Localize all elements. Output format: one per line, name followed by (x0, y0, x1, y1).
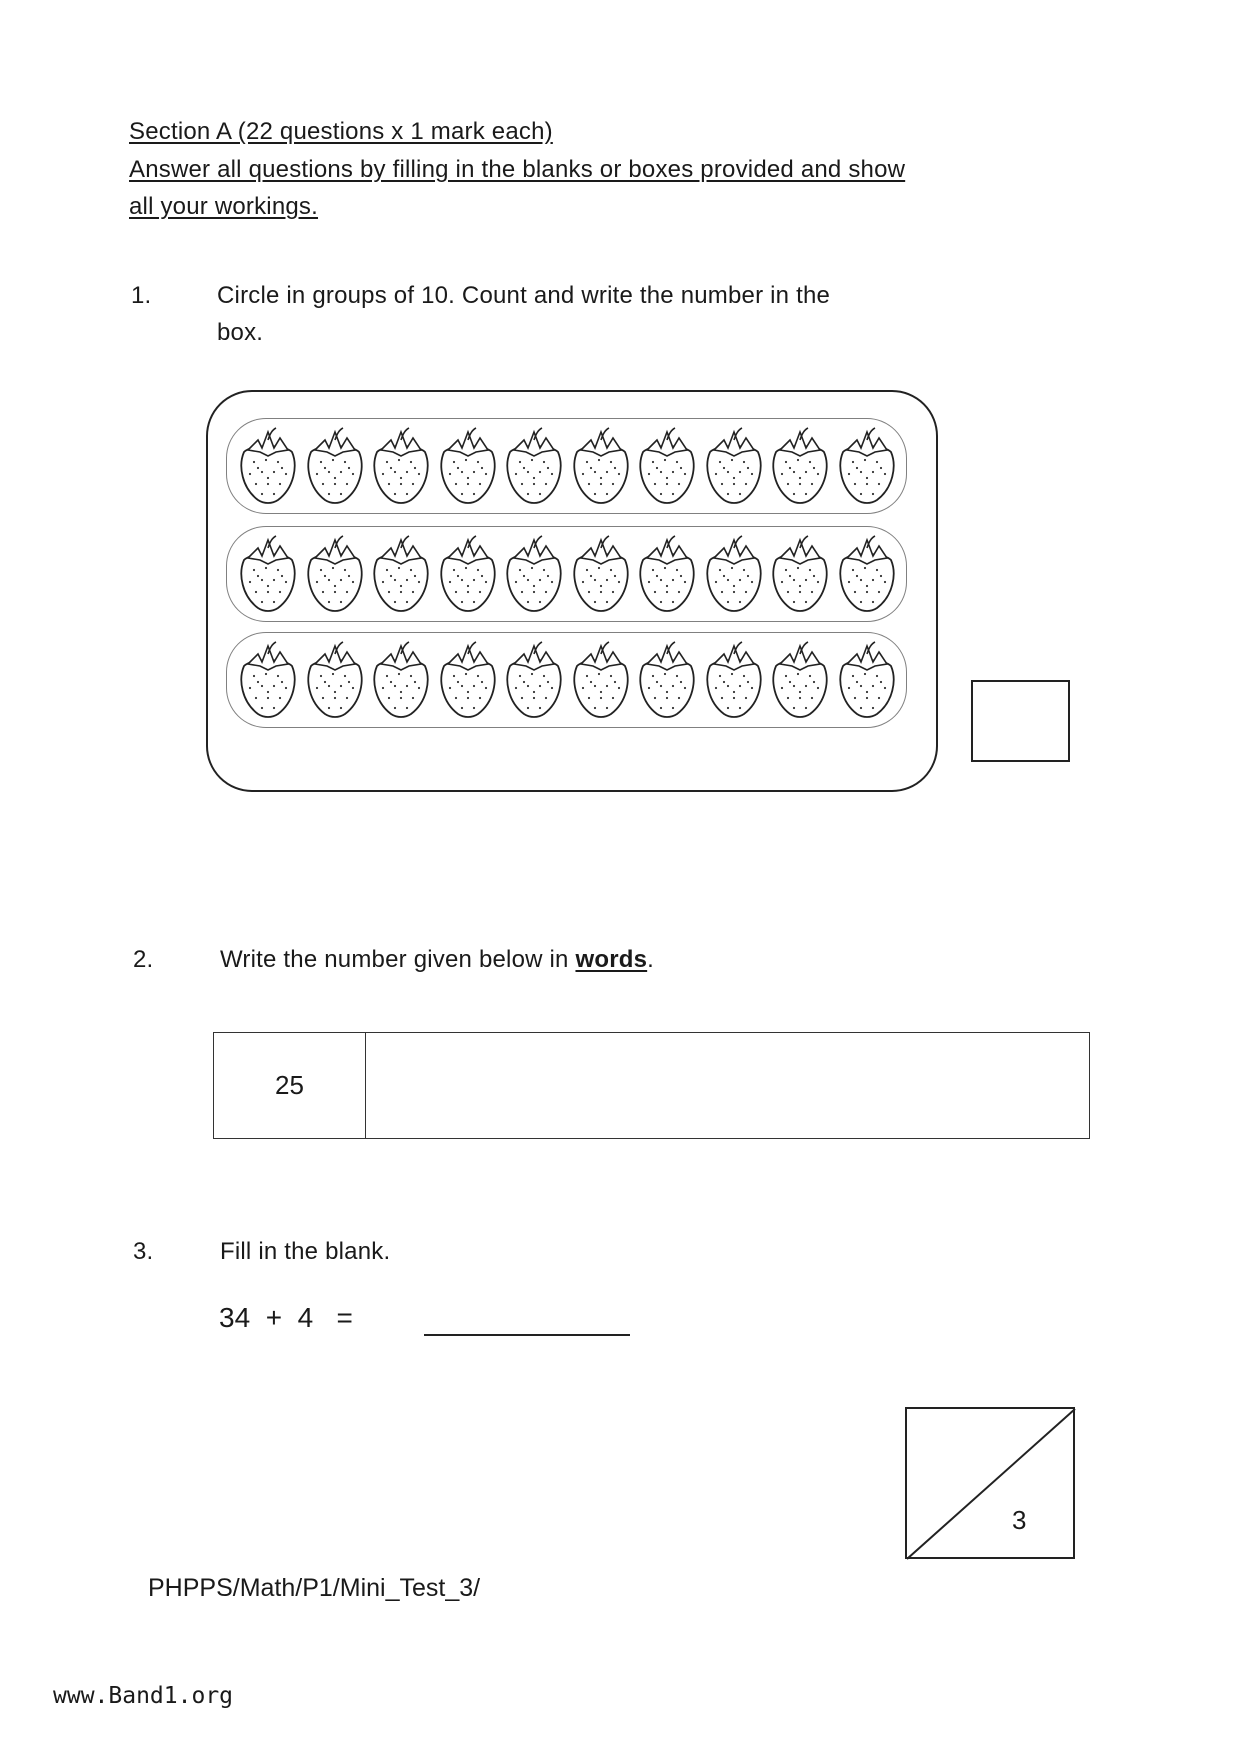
strawberry-icon (835, 534, 899, 614)
strawberry-icon (768, 426, 832, 506)
strawberry-icon (635, 640, 699, 720)
strawberry-icon (236, 426, 300, 506)
number-words-table (213, 1032, 1090, 1139)
strawberry-icon (635, 534, 699, 614)
strawberry-icon (835, 426, 899, 506)
strawberry-icon (768, 640, 832, 720)
strawberry-icon (436, 640, 500, 720)
question-3-equation: 34 + 4 = (219, 1302, 353, 1333)
footer-code: PHPPS/Math/P1/Mini_Test_3/ (148, 1574, 481, 1602)
given-number: 25 (275, 1070, 304, 1100)
given-number-cell (214, 1033, 366, 1138)
strawberry-icon (436, 426, 500, 506)
marks-box-diagonal (907, 1409, 1077, 1561)
question-3-number: 3. (133, 1238, 154, 1265)
strawberry-icon (569, 426, 633, 506)
strawberry-icon (502, 640, 566, 720)
strawberry-icon (502, 426, 566, 506)
strawberry-icon (369, 640, 433, 720)
strawberry-icon (569, 640, 633, 720)
question-3-text: Fill in the blank. (220, 1238, 391, 1265)
question-2-text-emphasis: words (575, 946, 648, 973)
question-3-answer-blank[interactable] (424, 1334, 630, 1336)
strawberry-icon (369, 534, 433, 614)
strawberry-icon (303, 534, 367, 614)
strawberry-icon (303, 426, 367, 506)
strawberry-icon (369, 426, 433, 506)
strawberry-icon (702, 534, 766, 614)
section-instruction-line1: Answer all questions by filling in the blanks or boxes provided and show (129, 156, 906, 183)
question-1-text-line1: Circle in groups of 10. Count and write the number in the (217, 282, 831, 309)
words-answer-cell[interactable] (366, 1033, 1089, 1138)
strawberry-icon (436, 534, 500, 614)
strawberry-icon (702, 426, 766, 506)
strawberry-icon (236, 640, 300, 720)
strawberry-icon (768, 534, 832, 614)
question-1-answer-box[interactable] (971, 680, 1070, 762)
marks-value: 3 (1012, 1505, 1027, 1535)
strawberry-icon (835, 640, 899, 720)
question-2-number: 2. (133, 946, 154, 973)
marks-box (905, 1407, 1075, 1559)
question-2-text (220, 946, 654, 974)
strawberry-icon (635, 426, 699, 506)
section-instruction-line2: all your workings. (129, 193, 319, 220)
strawberry-icon (236, 534, 300, 614)
question-2-text-before: Write the number given below in (220, 946, 576, 973)
strawberry-icon (502, 534, 566, 614)
question-2-text-after: . (647, 946, 655, 973)
question-1-number: 1. (131, 282, 152, 309)
section-title: Section A (22 questions x 1 mark each) (129, 118, 553, 145)
strawberry-icon (569, 534, 633, 614)
footer-website: www.Band1.org (53, 1683, 234, 1709)
strawberry-icon (702, 640, 766, 720)
strawberry-icon (303, 640, 367, 720)
question-1-text-line2: box. (217, 319, 264, 346)
